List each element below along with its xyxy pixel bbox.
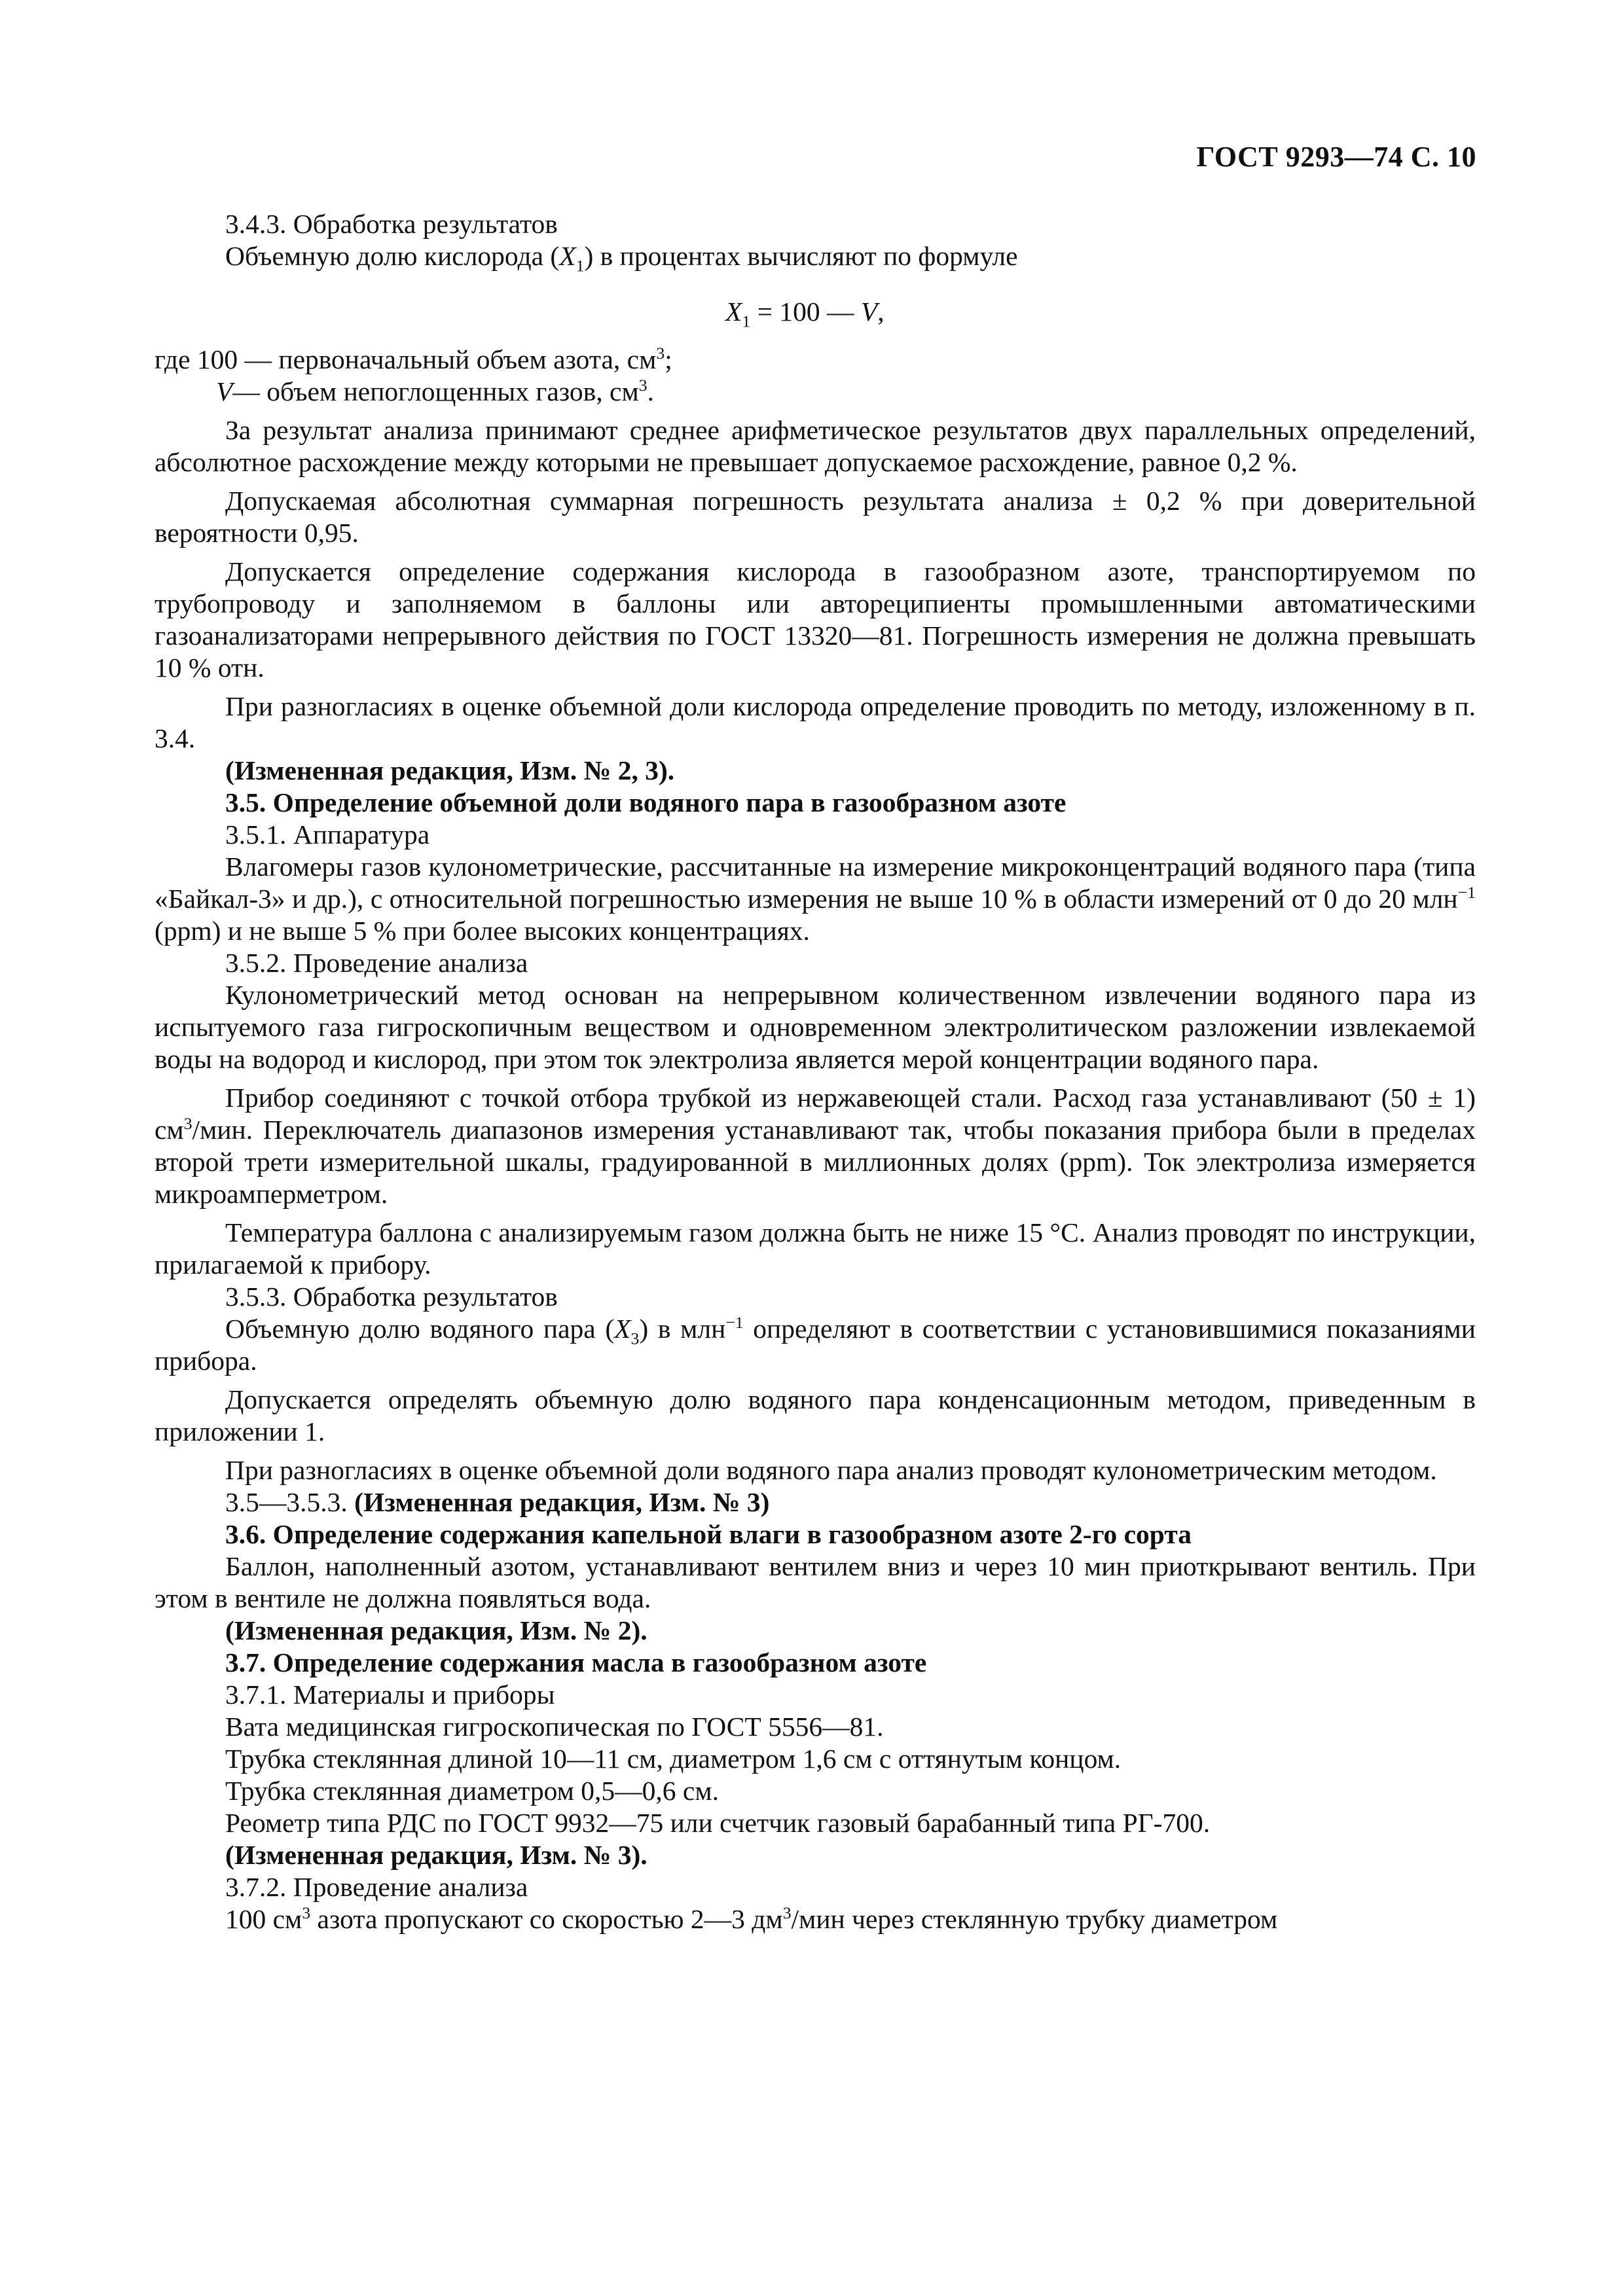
paragraph-tube-2: Трубка стеклянная диаметром 0,5—0,6 см. — [225, 1776, 719, 1806]
document-body — [155, 208, 1476, 1935]
heading-3-5-3: 3.5.3. Обработка результатов — [225, 1282, 558, 1312]
heading-3-5-2: 3.5.2. Проведение анализа — [225, 948, 528, 978]
paragraph-x3: Объемную долю водяного пара $(X_3)$ в млн$^{-1}$ определяют в соответствии с установившимися показаниями прибора. — [155, 1313, 1476, 1376]
formula-x1: $X_1 = 100$ — V, — [725, 296, 884, 331]
heading-3-7: 3.7. Определение содержания масла в газообразном азоте — [225, 1647, 927, 1677]
amendment-note: (Измененная редакция, Изм. № 2, 3). — [225, 755, 675, 785]
paragraph-cylinder: Баллон, наполненный азотом, устанавливают вентилем вниз и через 10 мин приоткрывают вентиль. При этом в вентиле не должна появляться вода. — [155, 1551, 1476, 1613]
amendment-note-3: (Измененная редакция, Изм. № 3). — [225, 1840, 647, 1870]
formula-legend-v: V— объем непоглощенных газов, $см^3$. — [216, 376, 654, 406]
page-header: ГОСТ 9293—74 С. 10 — [1196, 141, 1476, 173]
heading-3-7-1: 3.7.1. Материалы и приборы — [225, 1679, 555, 1710]
paragraph-tube-1: Трубка стеклянная длиной 10—11 см, диаметром 1,6 см с оттянутым концом. — [225, 1744, 1122, 1774]
heading-3-6: 3.6. Определение содержания капельной влаги в газообразном азоте 2-го сорта — [225, 1519, 1192, 1549]
paragraph-coulometric: Кулонометрический метод основан на непрерывном количественном извлечении водяного пара из испытуемого газа гигроскопичным веществом и одновременном электролитическом разложении извлекаемой воды на водород и кислород, при этом ток электролиза является мерой концентрации водяного пара. — [155, 980, 1476, 1074]
heading-3-5: 3.5. Определение объемной доли водяного пара в газообразном азоте — [225, 787, 1067, 817]
heading-3-7-2: 3.7.2. Проведение анализа — [225, 1872, 528, 1902]
paragraph-cotton: Вата медицинская гигроскопическая по ГОСТ 5556—81. — [225, 1712, 884, 1742]
amendment-note-2: (Измененная редакция, Изм. № 2). — [225, 1615, 647, 1645]
paragraph-result: За результат анализа принимают среднее арифметическое результатов двух параллельных определений, абсолютное расхождение между которыми не превышает допускаемое расхождение, равное 0,2 %. — [155, 415, 1476, 477]
amendment-range-note: 3.5—3.5.3. (Измененная редакция, Изм. № 3) — [225, 1487, 770, 1517]
paragraph-temperature: Температура баллона с анализируемым газом должна быть не ниже 15 °C. Анализ проводят по инструкции, прилагаемой к прибору. — [155, 1217, 1476, 1280]
paragraph-disagreement-water: При разногласиях в оценке объемной доли водяного пара анализ проводят кулонометрическим методом. — [225, 1455, 1437, 1485]
paragraph-oxygen-intro: Объемную долю кислорода $(X_1)$ в процентах вычисляют по формуле — [225, 241, 1018, 276]
paragraph-hygrometer: Влагомеры газов кулонометрические, рассчитанные на измерение микроконцентраций водяного пара (типа «Байкал-3» и др.), с относительной погрешностью измерения не выше 10 % в области измерений от 0 до 20 млн$^{-1}$ (ppm) и не выше 5 % при более высоких концентрациях. — [155, 852, 1476, 946]
heading-3-5-1: 3.5.1. Аппаратура — [225, 819, 430, 850]
paragraph-nitrogen-flow: 100 $см^3$ азота пропускают со скоростью 2—3 $дм^3$/мин через стеклянную трубку диаметром — [225, 1903, 1278, 1934]
paragraph-error: Допускаемая абсолютная суммарная погрешность результата анализа ± 0,2 % при доверительной вероятности 0,95. — [155, 486, 1476, 548]
paragraph-rheometer: Реометр типа РДС по ГОСТ 9932—75 или счетчик газовый барабанный типа РГ-700. — [225, 1808, 1211, 1838]
paragraph-device: Прибор соединяют с точкой отбора трубкой из нержавеющей стали. Расход газа устанавливают (50 ± 1) $см^3$/мин. Переключатель диапазонов измерения устанавливают так, чтобы показания прибора были в пределах второй трети измерительной шкалы, градуированной в миллионных долях (ppm). Ток электролиза измеряется микроамперметром. — [155, 1083, 1476, 1209]
paragraph-condensation: Допускается определять объемную долю водяного пара конденсационным методом, приведенным в приложении 1. — [155, 1384, 1476, 1446]
paragraph-disagreement-oxygen: При разногласиях в оценке объемной доли кислорода определение проводить по методу, изложенному в п. 3.4. — [155, 691, 1476, 753]
formula-legend-100: где 100 — первоначальный объем азота, $см^3$; — [155, 344, 672, 374]
paragraph-auto-analyzers: Допускается определение содержания кислорода в газообразном азоте, транспортируемом по трубопроводу и заполняемом в баллоны или автореципиенты промышленными автоматическими газоанализаторами непрерывного действия по ГОСТ 13320—81. Погрешность измерения не должна превышать 10 % отн. — [155, 556, 1476, 683]
heading-3-4-3: 3.4.3. Обработка результатов — [225, 209, 558, 239]
